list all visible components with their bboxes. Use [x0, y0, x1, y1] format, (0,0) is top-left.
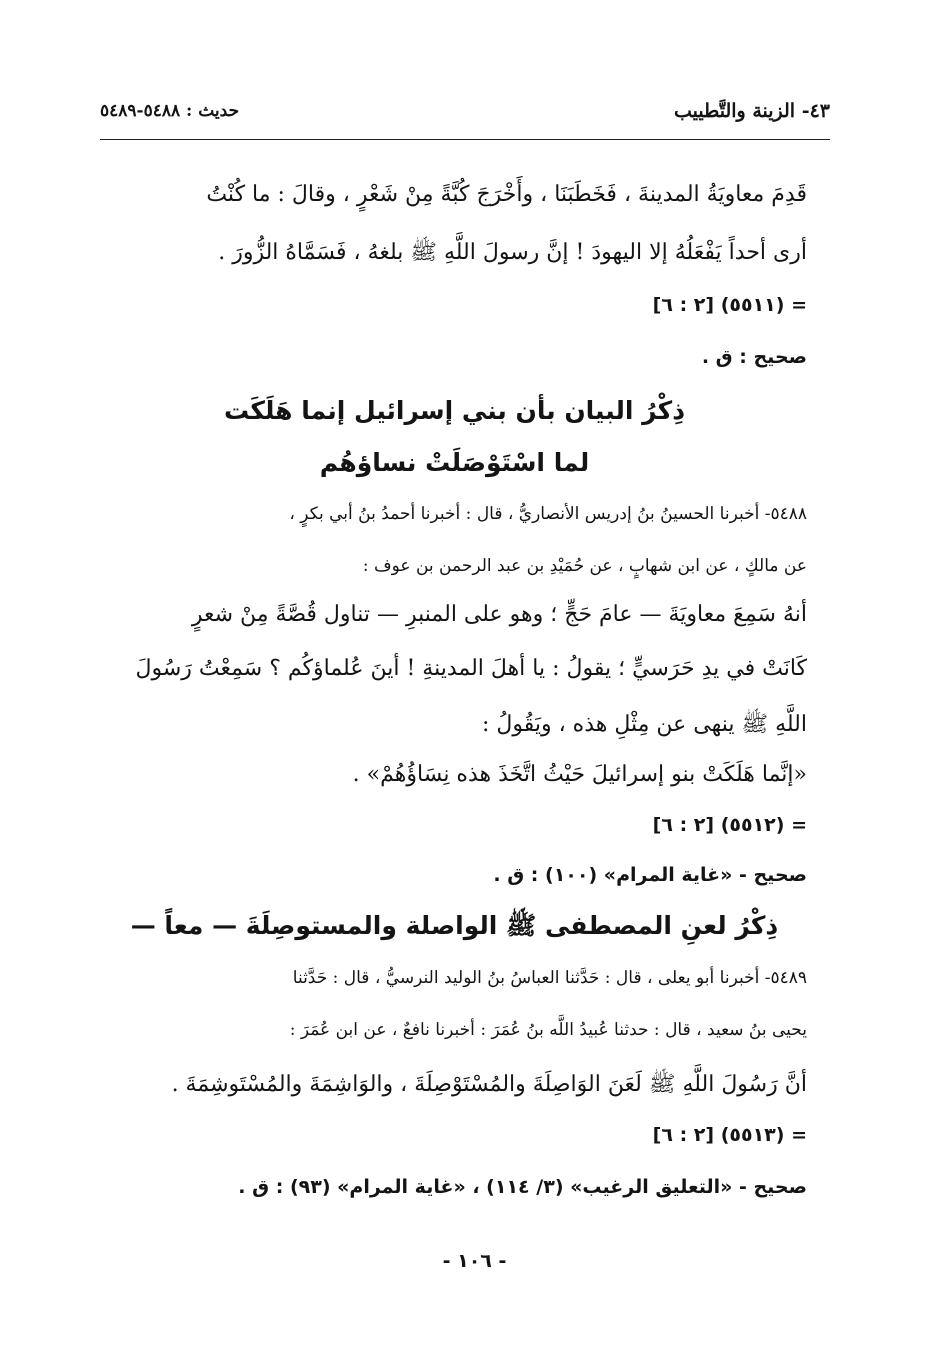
hadith-text-line: كَانَتْ في يدِ حَرَسيٍّ ؛ يقولُ : يا أهلَ المدينةِ ! أينَ عُلماؤكُم ؟ سَمِعْتُ رَسُولَ	[135, 656, 807, 681]
hadith-range: حديث : ٥٤٨٨-٥٤٨٩	[100, 101, 240, 121]
hadith-reference: = (٥٥١٢) [٢ : ٦]	[652, 814, 807, 836]
chapter-title: ٤٣- الزينة والتَّطييب	[674, 100, 830, 122]
isnad-line: ٥٤٨٩- أخبرنا أبو يعلى ، قال : حَدَّثنا العباسُ بنُ الوليد النرسيُّ ، قال : حَدَّثنا	[292, 968, 807, 988]
isnad-line: يحيى بنُ سعيد ، قال : حدثنا عُبيدُ اللَّه بنُ عُمَرَ : أخبرنا نافعٌ ، عن ابن عُمَرَ :	[289, 1020, 807, 1040]
hadith-text-line: اللَّهِ ﷺ ينهى عن مِثْلِ هذه ، ويَقُولُ :	[481, 712, 807, 737]
hadith-text-line: أنهُ سَمِعَ معاويَةَ — عامَ حَجٍّ ؛ وهو على المنبرِ — تناول قُصَّةً مِنْ شعرٍ	[191, 602, 807, 627]
hadith-reference: = (٥٥١١) [٢ : ٦]	[652, 294, 807, 316]
hadith-grade: صحيح - «التعليق الرغيب» (٣/ ١١٤) ، «غاية المرام» (٩٣) : ق .	[238, 1176, 807, 1198]
running-header	[100, 98, 830, 132]
isnad-line: عن مالكٍ ، عن ابن شهابٍ ، عن حُمَيْدِ بن عبد الرحمن بن عوف :	[362, 556, 807, 576]
section-title: ذِكْرُ البيان بأن بني إسرائيل إنما هَلَكَت	[223, 396, 686, 425]
section-title: ذِكْرُ لعنِ المصطفى ﷺ الواصلة والمستوصِلَةَ — معاً —	[130, 911, 779, 940]
hadith-grade: صحيح : ق .	[701, 346, 807, 368]
hadith-grade: صحيح - «غاية المرام» (١٠٠) : ق .	[493, 864, 807, 886]
hadith-text-line: قَدِمَ معاويَةُ المدينةَ ، فَخَطَبَنَا ، وأَخْرَجَ كُبَّةً مِنْ شَعْرٍ ، وقالَ : ما كُنْتُ	[206, 182, 807, 207]
page-number: - ١٠٦ -	[442, 1250, 507, 1272]
hadith-reference: = (٥٥١٣) [٢ : ٦]	[652, 1124, 807, 1146]
hadith-text-line: أنَّ رَسُولَ اللَّهِ ﷺ لَعَنَ الوَاصِلَةَ والمُسْتَوْصِلَةَ ، والوَاشِمَةَ والمُسْتَوشِمَةَ .	[171, 1072, 807, 1097]
section-title: لما اسْتَوْصَلَتْ نساؤهُم	[319, 448, 590, 477]
hadith-text-line: «إنَّما هَلَكَتْ بنو إسرائيلَ حَيْثُ اتَّخَذَ هذه نِسَاؤُهُمْ» .	[352, 762, 807, 787]
header-divider	[100, 139, 830, 140]
hadith-text-line: أرى أحداً يَفْعَلُهُ إلا اليهودَ ! إنَّ رسولَ اللَّهِ ﷺ بلغهُ ، فَسَمَّاهُ الزُّورَ .	[218, 240, 807, 265]
isnad-line: ٥٤٨٨- أخبرنا الحسينُ بنُ إدريس الأنصاريُّ ، قال : أخبرنا أحمدُ بنُ أبي بكرٍ ،	[289, 504, 807, 524]
